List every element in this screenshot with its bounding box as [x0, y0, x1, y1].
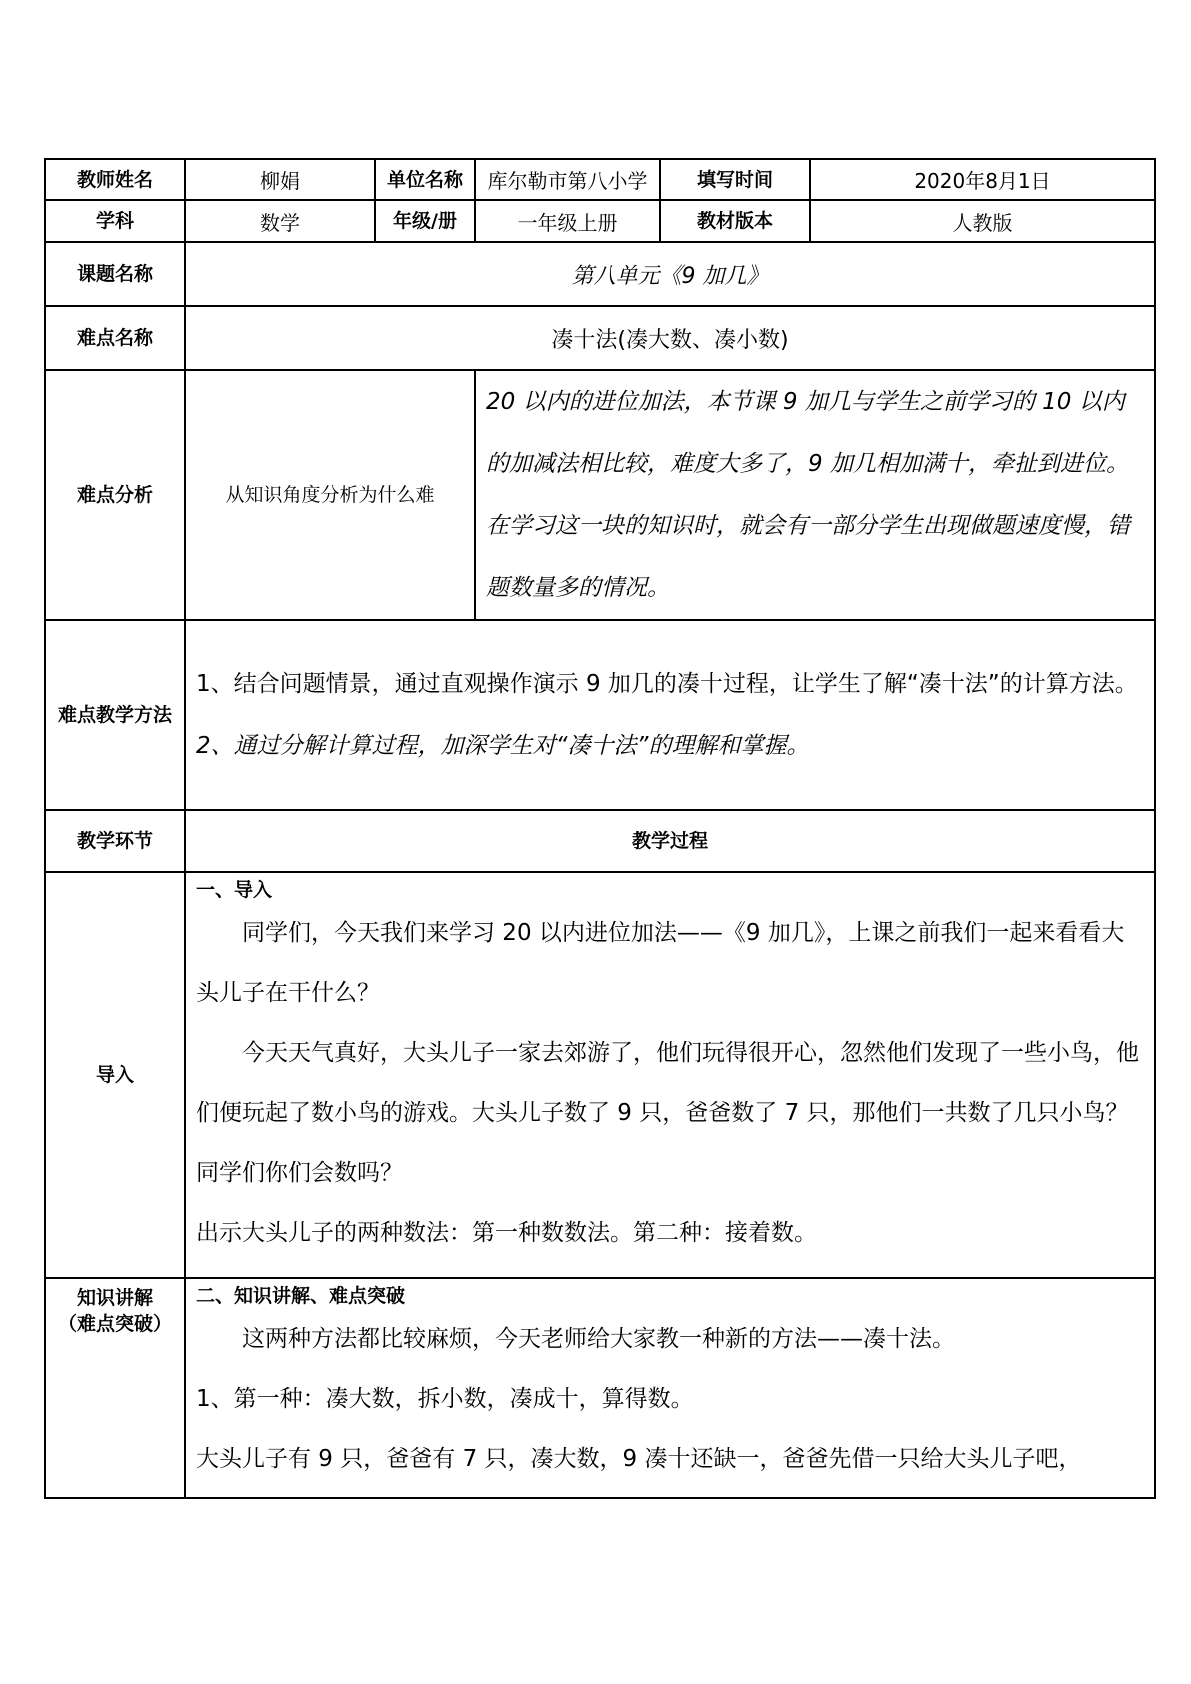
- edition-label: 教材版本: [660, 200, 810, 242]
- grade-value: 一年级上册: [475, 200, 660, 242]
- topic-value: 第八单元《9 加几》: [185, 242, 1155, 306]
- intro-label: 导入: [45, 872, 185, 1278]
- knowledge-paragraph-2: 1、第一种：凑大数，拆小数，凑成十，算得数。: [196, 1386, 694, 1412]
- date-label: 填写时间: [660, 159, 810, 200]
- intro-cell: [185, 872, 1155, 1278]
- knowledge-label-line-2: （难点突破）: [57, 1313, 172, 1335]
- analysis-label: 难点分析: [45, 370, 185, 620]
- knowledge-label: [45, 1278, 185, 1498]
- knowledge-paragraph-3: 大头儿子有 9 只，爸爸有 7 只，凑大数，9 凑十还缺一，爸爸先借一只给大头儿子吧，: [196, 1446, 1082, 1472]
- grade-label: 年级/册: [375, 200, 475, 242]
- intro-paragraph-2: 今天天气真好，大头儿子一家去郊游了，他们玩得很开心，忽然他们发现了一些小鸟，他们便玩起了数小鸟的游戏。大头儿子数了 9 只，爸爸数了 7 只，那他们一共数了几只小鸟？同学们你们会数吗？: [196, 1040, 1139, 1186]
- intro-paragraph-3: 出示大头儿子的两种数法：第一种数数法。第二种：接着数。: [196, 1220, 817, 1246]
- knowledge-row: [45, 1278, 1155, 1498]
- topic-label: 课题名称: [45, 242, 185, 306]
- difficulty-row: [45, 306, 1155, 370]
- intro-paragraph-1: 同学们，今天我们来学习 20 以内进位加法——《9 加几》，上课之前我们一起来看看大头儿子在干什么？: [196, 920, 1125, 1006]
- unit-value: 库尔勒市第八小学: [475, 159, 660, 200]
- subject-value: 数学: [185, 200, 375, 242]
- edition-value: 人教版: [810, 200, 1155, 242]
- knowledge-label-line-1: 知识讲解: [76, 1287, 153, 1309]
- process-stage-label: 教学环节: [45, 810, 185, 872]
- lesson-plan-sheet: [44, 158, 1154, 1499]
- method-label: 难点教学方法: [45, 620, 185, 810]
- analysis-sub-label: 从知识角度分析为什么难: [185, 370, 475, 620]
- method-paragraph-1: 1、结合问题情景，通过直观操作演示 9 加几的凑十过程，让学生了解“凑十法”的计算方法。: [196, 671, 1138, 697]
- method-paragraph-2: 2、通过分解计算过程，加深学生对“凑十法”的理解和掌握。: [196, 733, 810, 759]
- teacher-value: 柳娟: [185, 159, 375, 200]
- method-row: [45, 620, 1155, 810]
- intro-row: [45, 872, 1155, 1278]
- intro-title: 一、导入: [196, 879, 273, 901]
- process-title: 教学过程: [185, 810, 1155, 872]
- difficulty-value: 凑十法(凑大数、凑小数): [185, 306, 1155, 370]
- header-row-2: [45, 200, 1155, 242]
- date-value: 2020年8月1日: [810, 159, 1155, 200]
- difficulty-label: 难点名称: [45, 306, 185, 370]
- analysis-row: [45, 370, 1155, 620]
- analysis-text: 20 以内的进位加法，本节课 9 加几与学生之前学习的 10 以内的加减法相比较，难度大多了，9 加几相加满十，牵扯到进位。在学习这一块的知识时，就会有一部分学生出现做题速度慢，错题数量多的情况。: [475, 370, 1155, 620]
- method-cell: [185, 620, 1155, 810]
- process-header-row: [45, 810, 1155, 872]
- teacher-label: 教师姓名: [45, 159, 185, 200]
- header-row-1: [45, 159, 1155, 200]
- knowledge-paragraph-1: 这两种方法都比较麻烦，今天老师给大家教一种新的方法——凑十法。: [242, 1326, 955, 1352]
- knowledge-title: 二、知识讲解、难点突破: [196, 1285, 406, 1307]
- lesson-plan-table: [44, 158, 1156, 1499]
- topic-row: [45, 242, 1155, 306]
- unit-label: 单位名称: [375, 159, 475, 200]
- knowledge-cell: [185, 1278, 1155, 1498]
- subject-label: 学科: [45, 200, 185, 242]
